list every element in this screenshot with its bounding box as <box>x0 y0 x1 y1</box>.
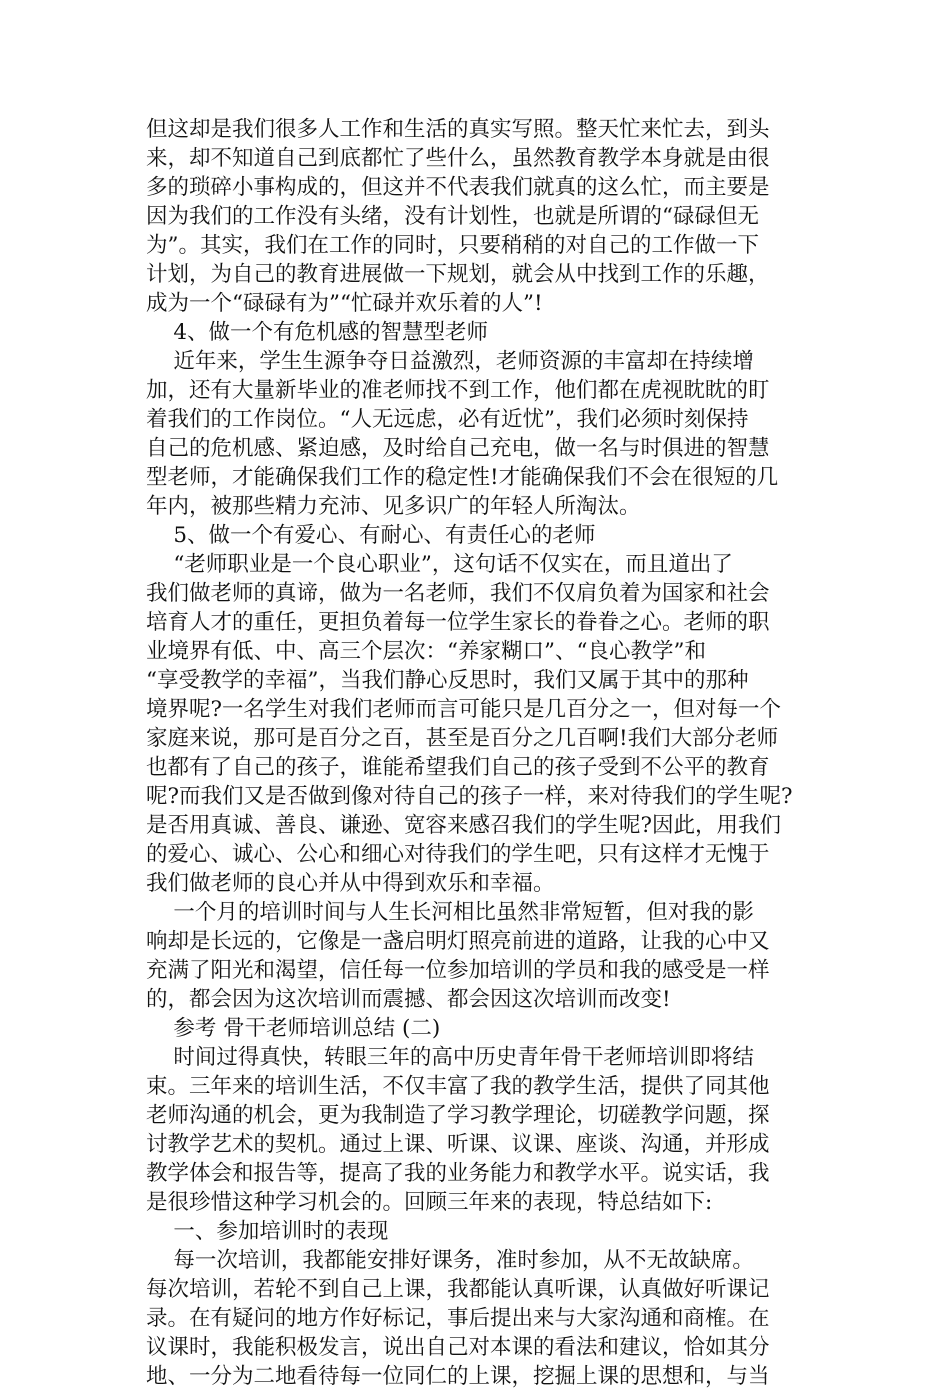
text-line: 境界呢?一名学生对我们老师而言可能只是几百分之一，但对每一个 <box>146 697 782 722</box>
document-body <box>146 115 827 1391</box>
text-line: 地、一分为二地看待每一位同仁的上课，挖掘上课的思想和，与当 <box>146 1364 770 1389</box>
text-line: “老师职业是一个良心职业”，这句话不仅实在，而且道出了 <box>146 552 733 577</box>
text-line: 束。三年来的培训生活，不仅丰富了我的教学生活，提供了同其他 <box>146 1074 770 1099</box>
text-line: 多的琐碎小事构成的，但这并不代表我们就真的这么忙，而主要是 <box>146 175 770 200</box>
text-line: 讨教学艺术的契机。通过上课、听课、议课、座谈、沟通，并形成 <box>146 1132 770 1157</box>
section-heading: 一、参加培训时的表现 <box>146 1219 389 1244</box>
section-heading: 5、做一个有爱心、有耐心、有责任心的老师 <box>146 523 596 548</box>
text-line: 家庭来说，那可是百分之百，甚至是百分之几百啊!我们大部分老师 <box>146 726 779 751</box>
text-line: 每一次培训，我都能安排好课务，准时参加，从不无故缺席。 <box>146 1248 754 1273</box>
text-line: 录。在有疑问的地方作好标记，事后提出来与大家沟通和商榷。在 <box>146 1306 770 1331</box>
text-line: 着我们的工作岗位。“人无远虑，必有近忧”，我们必须时刻保持 <box>146 407 749 432</box>
text-line: 呢?而我们又是否做到像对待自己的孩子一样，来对待我们的学生呢? <box>146 784 793 809</box>
text-line: 近年来，学生生源争夺日益激烈，老师资源的丰富却在持续增 <box>146 349 754 374</box>
text-line: 议课时，我能积极发言，说出自己对本课的看法和建议，恰如其分 <box>146 1335 770 1360</box>
text-line: 加，还有大量新毕业的准老师找不到工作，他们都在虎视眈眈的盯 <box>146 378 770 403</box>
text-line: 但这却是我们很多人工作和生活的真实写照。整天忙来忙去，到头 <box>146 117 770 142</box>
text-line: 每次培训，若轮不到自己上课，我都能认真听课，认真做好听课记 <box>146 1277 770 1302</box>
text-line: 年内，被那些精力充沛、见多识广的年轻人所淘汰。 <box>146 494 641 519</box>
text-line: 的爱心、诚心、公心和细心对待我们的学生吧，只有这样才无愧于 <box>146 842 770 867</box>
text-line: 充满了阳光和渴望，信任每一位参加培训的学员和我的感受是一样 <box>146 958 770 983</box>
text-line: 老师沟通的机会，更为我制造了学习教学理论，切磋教学问题，探 <box>146 1103 770 1128</box>
section-heading: 4、做一个有危机感的智慧型老师 <box>146 320 489 345</box>
text-line: 来，却不知道自己到底都忙了些什么，虽然教育教学本身就是由很 <box>146 146 770 171</box>
text-line: 型老师，才能确保我们工作的稳定性!才能确保我们不会在很短的几 <box>146 465 779 490</box>
text-line: 因为我们的工作没有头绪，没有计划性，也就是所谓的“碌碌但无 <box>146 204 759 229</box>
text-line: 时间过得真快，转眼三年的高中历史青年骨干老师培训即将结 <box>146 1045 754 1070</box>
text-line: 是否用真诚、善良、谦逊、宽容来感召我们的学生呢?因此，用我们 <box>146 813 782 838</box>
text-line: 自己的危机感、紧迫感，及时给自己充电，做一名与时俱进的智慧 <box>146 436 770 461</box>
text-line: 的，都会因为这次培训而震撼、都会因这次培训而改变! <box>146 987 671 1012</box>
text-line: 响却是长远的，它像是一盏启明灯照亮前进的道路，让我的心中又 <box>146 929 770 954</box>
text-line: 教学体会和报告等，提高了我的业务能力和教学水平。说实话，我 <box>146 1161 770 1186</box>
text-line: 业境界有低、中、高三个层次：“养家糊口”、“良心教学”和 <box>146 639 706 664</box>
text-line: 我们做老师的真谛，做为一名老师，我们不仅肩负着为国家和社会 <box>146 581 770 606</box>
text-line: 计划，为自己的教育进展做一下规划，就会从中找到工作的乐趣， <box>146 262 770 287</box>
text-line: 是很珍惜这种学习机会的。回顾三年来的表现，特总结如下: <box>146 1190 713 1215</box>
text-line: 为”。其实，我们在工作的同时，只要稍稍的对自己的工作做一下 <box>146 233 759 258</box>
text-line: 成为一个“碌碌有为”“忙碌并欢乐着的人”! <box>146 291 543 316</box>
text-line: 我们做老师的良心并从中得到欢乐和幸福。 <box>146 871 555 896</box>
text-line: 也都有了自己的孩子，谁能希望我们自己的孩子受到不公平的教育 <box>146 755 770 780</box>
text-line: 培育人才的重任，更担负着每一位学生家长的眷眷之心。老师的职 <box>146 610 770 635</box>
section-heading: 参考 骨干老师培训总结 (二) <box>146 1016 441 1041</box>
text-line: “享受教学的幸福”，当我们静心反思时，我们又属于其中的那种 <box>146 668 749 693</box>
text-line: 一个月的培训时间与人生长河相比虽然非常短暂，但对我的影 <box>146 900 754 925</box>
